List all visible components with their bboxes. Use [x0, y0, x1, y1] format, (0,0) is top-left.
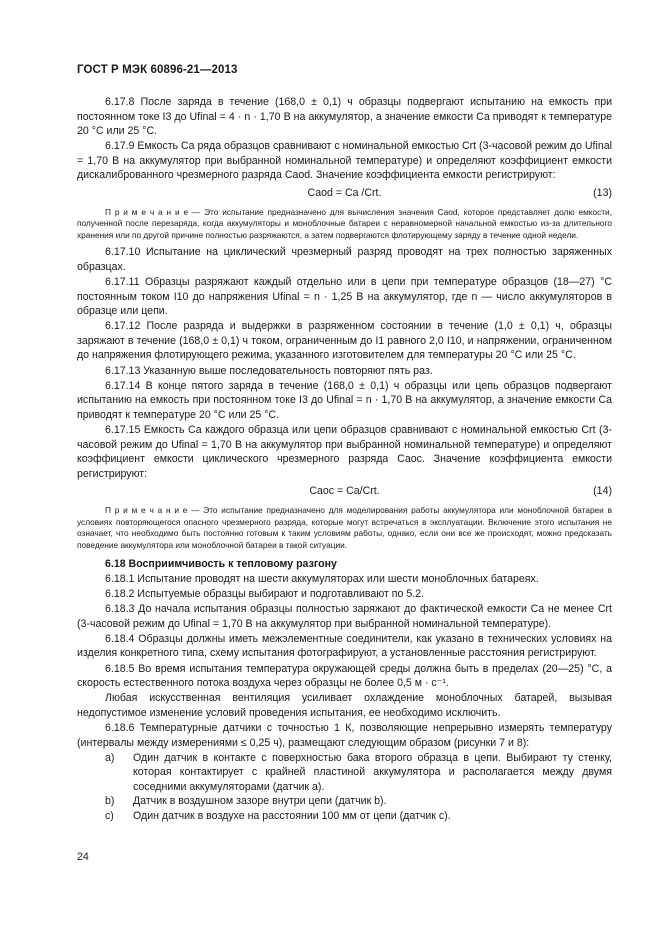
paragraph: 6.18.1 Испытание проводят на шести аккумуляторах или шести моноблочных батареях.	[105, 573, 539, 585]
section-heading: 6.18 Восприимчивость к тепловому разгону	[105, 557, 337, 570]
list-item-label: c)	[105, 810, 114, 822]
equation-formula: Caod = Ca /Crt.	[307, 187, 382, 200]
list-item-text: Один датчик в контакте с поверхностью бака второго образца в цепи. Выбирают ту стенку, которая контактирует с крайней пластиной аккумулятора и располагается между двумя соседними аккумуляторами (датчик a).	[133, 751, 612, 793]
list-item	[77, 809, 612, 824]
note-paragraph: П р и м е ч а н и е — Это испытание предназначено для вычисления значения Caod, которое представляет долю емкости, полученной после перезаряда, когда аккумуляторы и моноблочные батареи с неравномерной начальной емкостью из-за длительного хранения или по другой причине полностью разряжаются, а затем подвергаются флотирующему заряду в течение одной недели.	[77, 207, 612, 240]
paragraph: 6.18.3 До начала испытания образцы полностью заряжают до фактической емкости Ca не менее Crt (3-часовой режим до Ufinal = 1,70 В на аккумулятор при выбранной номинальной температуре).	[77, 603, 612, 630]
list-item-text: Один датчик в воздухе на расстоянии 100 мм от цепи (датчик c).	[133, 810, 451, 822]
list-item	[77, 794, 612, 809]
paragraph: 6.17.8 После заряда в течение (168,0 ± 0,1) ч образцы подвергают испытанию на емкость при постоянном токе I3 до Ufinal = 4 · n · 1,70 В на аккумулятор, а значение емкости Ca приводят к температуре 20 °С или 25 °С.	[77, 96, 612, 138]
paragraph: 6.18.2 Испытуемые образцы выбирают и подготавливают по 5.2.	[105, 588, 425, 601]
paragraph: 6.17.10 Испытание на циклический чрезмерный разряд проводят на трех полностью заряженных образцах.	[77, 246, 612, 273]
paragraph: 6.17.12 После разряда и выдержки в разряженном состоянии в течение (1,0 ± 0,1) ч, образцы заряжают в течение (168,0 ± 0,1) ч током, ограниченным до I1 равного 2,0 I10, и напряжении, ограниченном до напряжения флотирующего режима, указанного изготовителем для температуры 20 °С или 25 °С.	[77, 320, 612, 362]
paragraph: 6.17.9 Емкость Ca ряда образцов сравнивают с номинальной емкостью Crt (3-часовой режим до Ufinal = 1,70 В на аккумулятор при выбранной номинальной температуре) и определяют коэффициент емкости дискалиброванного чрезмерного разряда Caod. Значение коэффициента емкости регистрируют:	[77, 140, 612, 182]
paragraph: 6.18.6 Температурные датчики с точностью 1 К, позволяющие непрерывно измерять температуру (интервалы между измерениями ≤ 0,25 ч), размещают следующим образом (рисунки 7 и 8):	[77, 721, 612, 749]
document-body	[77, 95, 612, 824]
document-header: ГОСТ Р МЭК 60896-21—2013	[77, 64, 238, 76]
page-number: 24	[77, 851, 89, 863]
equation-formula: Caoc = Ca/Crt.	[309, 485, 380, 498]
paragraph: Любая искусственная вентиляция усиливает охлаждение моноблочных батарей, вызывая недопустимое изменение условий проведения испытания, ее необходимо исключить.	[77, 692, 612, 719]
paragraph: 6.18.4 Образцы должны иметь межэлементные соединители, как указано в технических условиях на изделия конкретного типа, схему испытания фотографируют, а установленные расстояния регистрируют.	[77, 632, 612, 660]
equation-number: (14)	[593, 485, 612, 498]
paragraph: 6.17.14 В конце пятого заряда в течение (168,0 ± 0,1) ч образцы или цепь образцов подвергают испытанию на емкость при постоянном токе I3 до Ufinal = n · 1,70 В на аккумулятор, а значение емкости Ca приводят к температуре 20 °С или 25 °С.	[77, 379, 612, 421]
list-item-label: a)	[105, 751, 115, 764]
equation	[77, 483, 612, 501]
list-item-label: b)	[105, 795, 115, 808]
equation-number: (13)	[593, 187, 612, 200]
list-item-text: Датчик в воздушном зазоре внутри цепи (датчик b).	[133, 795, 387, 808]
paragraph: 6.17.11 Образцы разряжают каждый отдельно или в цепи при температуре образцов (18—27) °С постоянным током I10 до напряжения Ufinal = n · 1,25 В на аккумулятор, где n — число аккумуляторов в образце или цепи.	[77, 275, 612, 318]
paragraph: 6.17.13 Указанную выше последовательность повторяют пять раз.	[105, 364, 433, 377]
note-paragraph: П р и м е ч а н и е — Это испытание предназначено для моделирования работы аккумулятора или моноблочной батареи в условиях повторяющегося опасного чрезмерного разряда, которые могут встречаться в эксплуатации. Включение этого испытания не означает, что необходимо быть постоянно готовым к таким условиям работы, однако, если они все же происходят, можно предсказать поведение аккумулятора или моноблочной батареи в такой ситуации.	[77, 505, 612, 550]
equation	[77, 185, 612, 203]
paragraph: 6.18.5 Во время испытания температура окружающей среды должна быть в пределах (20—25) °С, а скорость естественного потока воздуха через образцы не более 0,5 м · с⁻¹.	[77, 662, 612, 690]
list-item	[77, 751, 612, 795]
paragraph: 6.17.15 Емкость Ca каждого образца или цепи образцов сравнивают с номинальной емкостью Crt (3-часовой режим до Ufinal = 1,70 В на аккумулятор при выбранной номинальной температуре) и определяют коэффициент емкости циклического чрезмерного разряда Caoc. Значение коэффициента емкости регистрируют:	[77, 423, 612, 480]
